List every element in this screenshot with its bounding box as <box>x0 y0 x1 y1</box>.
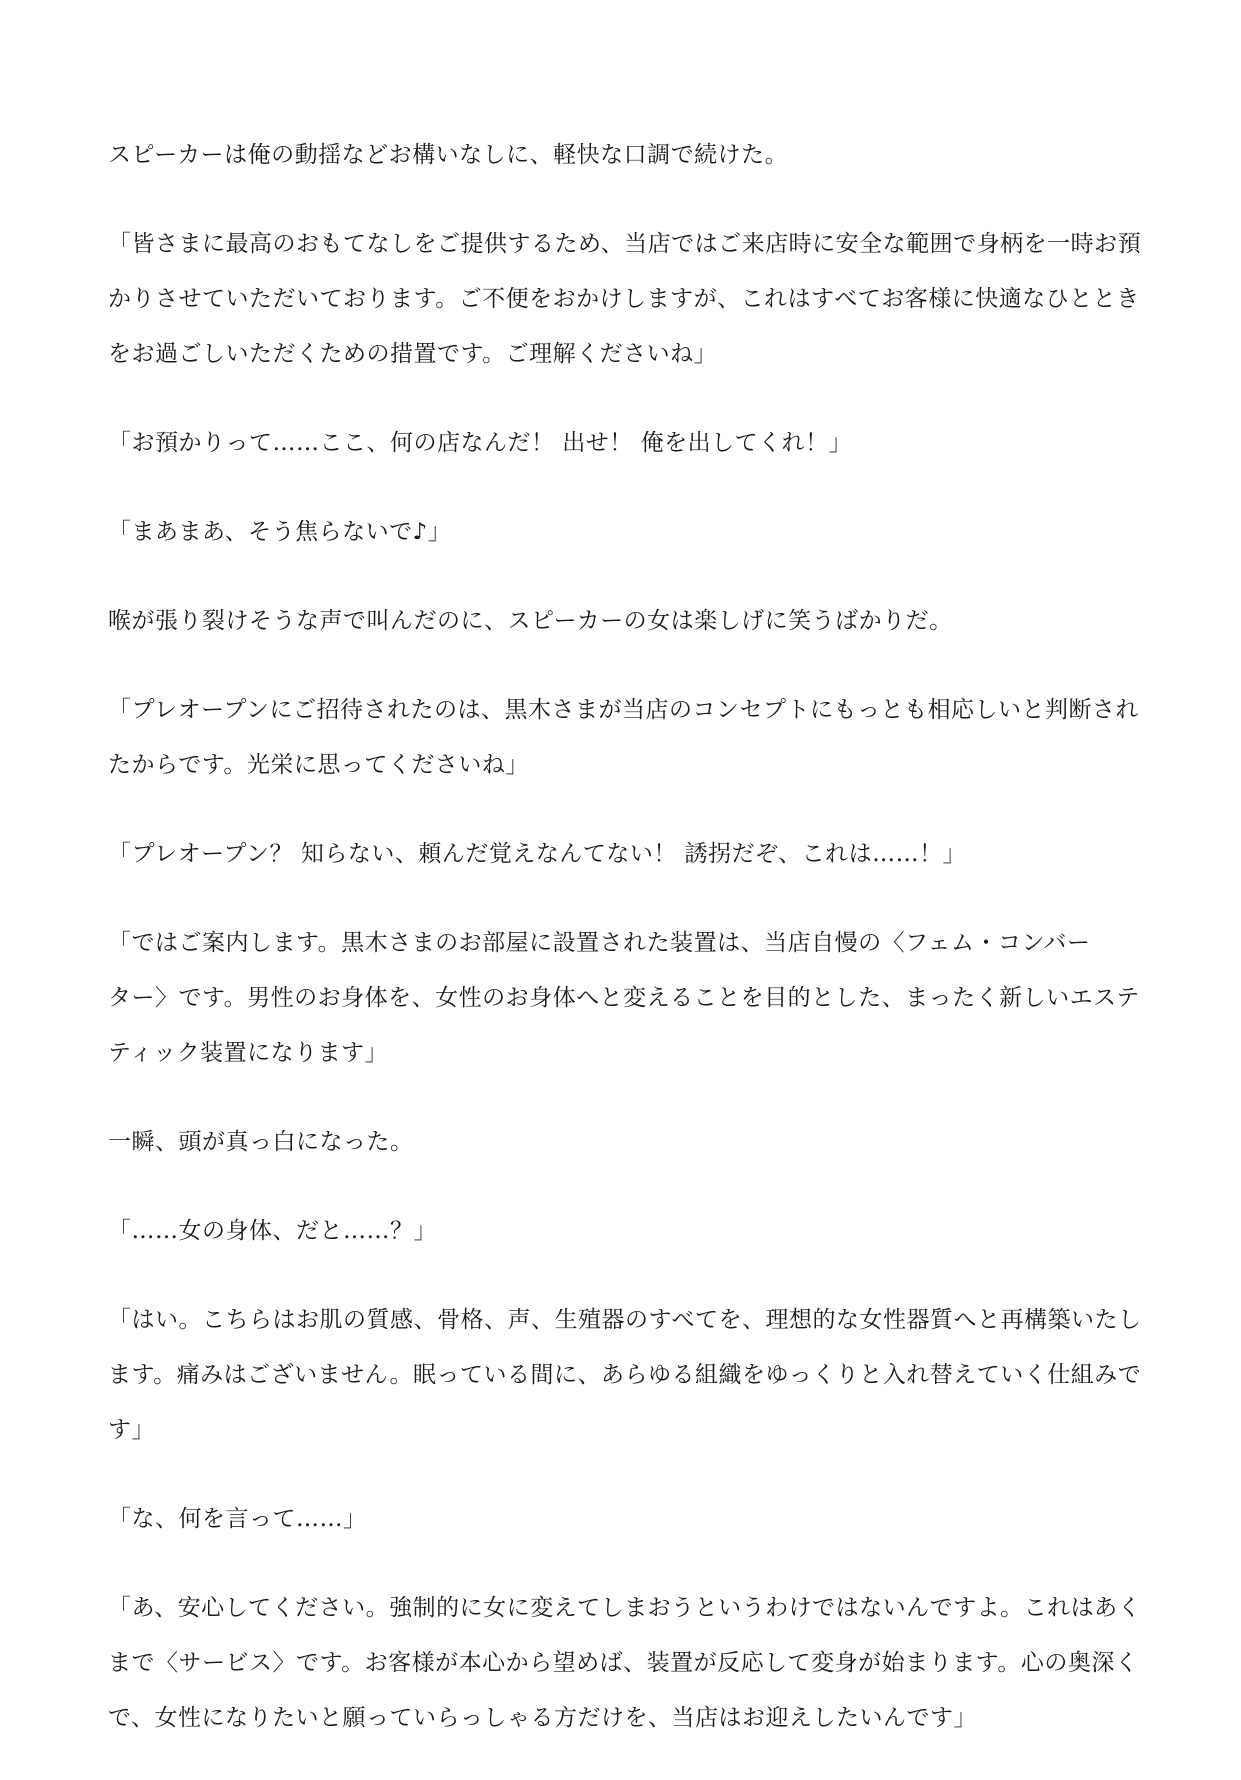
text-line: 「……女の身体、だと……？」 <box>108 1218 437 1244</box>
text-line: 一瞬、頭が真っ白になった。 <box>108 1129 414 1155</box>
paragraph <box>108 683 1138 793</box>
paragraph <box>108 505 1138 560</box>
text-line: ます。痛みはございません。眠っている間に、あらゆる組織をゆっくりと入れ替えていく仕組みで <box>108 1362 1142 1388</box>
text-line: 喉が張り裂けそうな声で叫んだのに、スピーカーの女は楽しげに笑うばかりだ。 <box>108 608 953 634</box>
text-line: ター〉です。男性のお身体を、女性のお身体へと変えることを目的とした、まったく新しいエステ <box>108 985 1140 1011</box>
text-line: 「プレオープン？ 知らない、頼んだ覚えなんてない！ 誘拐だぞ、これは……！」 <box>108 841 967 867</box>
text-line: たからです。光栄に思ってくださいね」 <box>108 752 529 778</box>
paragraph <box>108 416 1138 471</box>
paragraph <box>108 594 1138 649</box>
text-line: 「皆さまに最高のおもてなしをご提供するため、当店ではご来店時に安全な範囲で身柄を一時お預 <box>108 231 1142 257</box>
text-line: で、女性になりたいと願っていらっしゃる方だけを、当店はお迎えしたいんです」 <box>108 1705 978 1731</box>
paragraph <box>108 827 1138 882</box>
text-line: をお過ごしいただくための措置です。ご理解くださいね」 <box>108 341 718 367</box>
text-line: 「はい。こちらはお肌の質感、骨格、声、生殖器のすべてを、理想的な女性器質へと再構築いたし <box>108 1307 1142 1333</box>
text-line: 「プレオープンにご招待されたのは、黒木さまが当店のコンセプトにもっとも相応しいと判断され <box>108 697 1140 723</box>
text-line: 「まあまあ、そう焦らないで♪」 <box>108 519 452 545</box>
text-line: 「ではご案内します。黒木さまのお部屋に設置された装置は、当店自慢の〈フェム・コンバー <box>108 930 1091 956</box>
text-line: 「お預かりって……ここ、何の店なんだ！ 出せ！ 俺を出してくれ！」 <box>108 430 853 456</box>
text-line: 「な、何を言って……」 <box>108 1506 367 1532</box>
paragraph <box>108 217 1142 382</box>
paragraph <box>108 916 1138 1081</box>
paragraph <box>108 1115 1138 1170</box>
text-line: ティック装置になります」 <box>108 1040 389 1066</box>
paragraph <box>108 1492 1138 1547</box>
paragraph <box>108 1204 1138 1259</box>
text-line: かりさせていただいております。ご不便をおかけしますが、これはすべてお客様に快適なひととき <box>108 286 1140 312</box>
paragraph <box>108 128 1138 183</box>
text-line: 「あ、安心してください。強制的に女に変えてしまおうというわけではないんですよ。これはあく <box>108 1595 1142 1621</box>
body-text <box>108 128 1142 1780</box>
text-line: す」 <box>108 1417 155 1443</box>
paragraph <box>108 1293 1142 1458</box>
text-line: まで〈サービス〉です。お客様が本心から望めば、装置が反応して変身が始まります。心の奥深く <box>108 1650 1139 1676</box>
text-line: スピーカーは俺の動揺などお構いなしに、軽快な口調で続けた。 <box>108 142 789 168</box>
paragraph <box>108 1581 1142 1746</box>
